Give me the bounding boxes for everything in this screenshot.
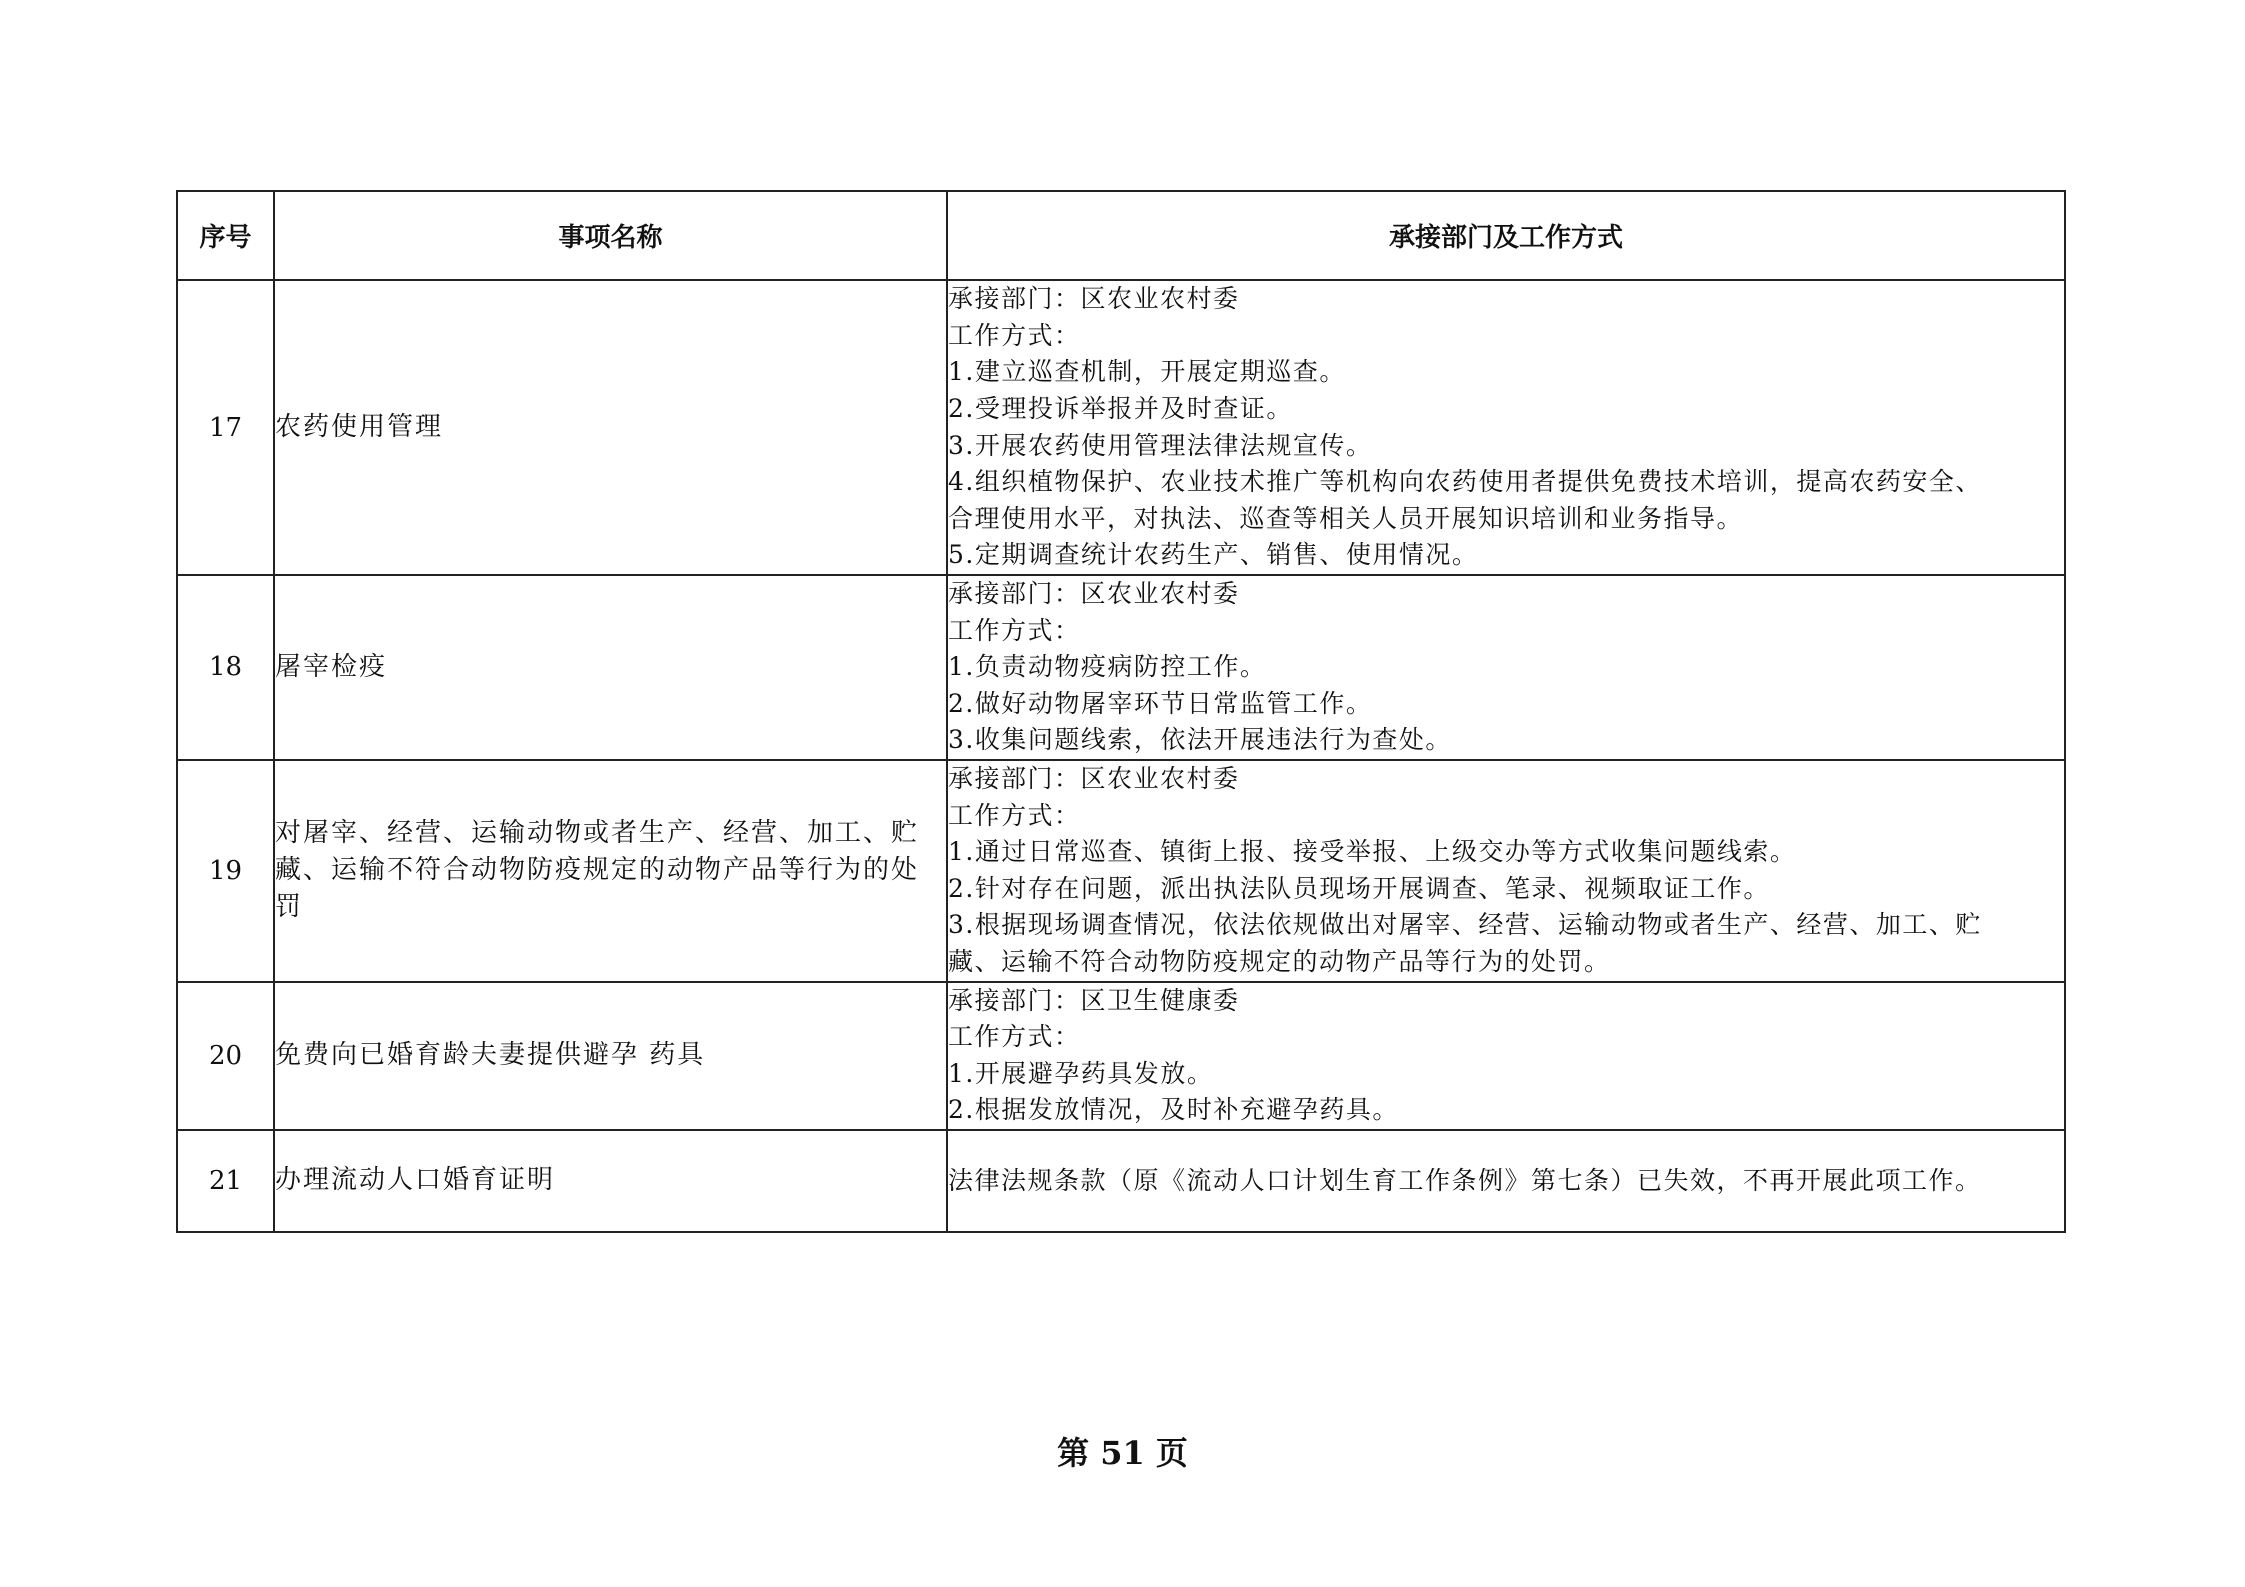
detail-line: 2.针对存在问题，派出执法队员现场开展调查、笔录、视频取证工作。 xyxy=(948,873,1770,903)
detail-line: 5.定期调查统计农药生产、销售、使用情况。 xyxy=(948,540,1479,570)
detail-line: 法律法规条款（原《流动人口计划生育工作条例》第七条）已失效，不再开展此项工作。 xyxy=(948,1165,1982,1195)
table-header-row xyxy=(177,191,2065,280)
row-detail xyxy=(947,575,2065,760)
detail-line: 2.做好动物屠宰环节日常监管工作。 xyxy=(948,688,1373,718)
row-detail xyxy=(947,1130,2065,1232)
items-table xyxy=(176,190,2066,1233)
detail-line: 承接部门：区农业农村委 xyxy=(948,579,1240,608)
detail-line: 藏、运输不符合动物防疫规定的动物产品等行为的处罚。 xyxy=(948,946,1611,976)
header-detail: 承接部门及工作方式 xyxy=(947,191,2065,280)
detail-line: 合理使用水平，对执法、巡查等相关人员开展知识培训和业务指导。 xyxy=(948,503,1744,533)
detail-line: 3.根据现场调查情况，依法依规做出对屠宰、经营、运输动物或者生产、经营、加工、贮 xyxy=(948,910,1982,940)
detail-line: 工作方式： xyxy=(948,800,1081,830)
row-detail xyxy=(947,280,2065,575)
detail-line: 1.建立巡查机制，开展定期巡查。 xyxy=(948,357,1346,387)
table-row xyxy=(177,982,2065,1130)
table-row xyxy=(177,280,2065,575)
row-seq: 18 xyxy=(177,575,274,760)
table-row xyxy=(177,1130,2065,1232)
document-sheet xyxy=(176,190,2064,1233)
detail-line: 2.根据发放情况，及时补充避孕药具。 xyxy=(948,1095,1399,1125)
row-item-name: 免费向已婚育龄夫妻提供避孕 药具 xyxy=(274,982,947,1130)
detail-line: 1.开展避孕药具发放。 xyxy=(948,1058,1214,1088)
row-seq: 21 xyxy=(177,1130,274,1232)
detail-line: 承接部门：区卫生健康委 xyxy=(948,985,1240,1015)
detail-line: 1.通过日常巡查、镇街上报、接受举报、上级交办等方式收集问题线索。 xyxy=(948,837,1797,867)
row-detail xyxy=(947,760,2065,982)
header-name: 事项名称 xyxy=(274,191,947,280)
table-row xyxy=(177,760,2065,982)
row-item-name: 对屠宰、经营、运输动物或者生产、经营、加工、贮藏、运输不符合动物防疫规定的动物产品等行为的处罚 xyxy=(274,760,947,982)
detail-line: 承接部门：区农业农村委 xyxy=(948,284,1240,314)
detail-line: 3.收集问题线索，依法开展违法行为查处。 xyxy=(948,725,1452,755)
detail-line: 3.开展农药使用管理法律法规宣传。 xyxy=(948,430,1373,460)
detail-line: 工作方式： xyxy=(948,615,1081,645)
row-seq: 17 xyxy=(177,280,274,575)
page-number: 第 51 页 xyxy=(1057,1434,1188,1472)
row-detail xyxy=(947,982,2065,1130)
detail-line: 2.受理投诉举报并及时查证。 xyxy=(948,393,1293,423)
detail-line: 承接部门：区农业农村委 xyxy=(948,763,1240,793)
row-item-name: 办理流动人口婚育证明 xyxy=(274,1130,947,1232)
row-item-name: 农药使用管理 xyxy=(274,280,947,575)
detail-line: 工作方式： xyxy=(948,320,1081,350)
table-row xyxy=(177,575,2065,760)
row-item-name: 屠宰检疫 xyxy=(274,575,947,760)
row-seq: 20 xyxy=(177,982,274,1130)
detail-line: 1.负责动物疫病防控工作。 xyxy=(948,652,1267,682)
row-seq: 19 xyxy=(177,760,274,982)
detail-line: 4.组织植物保护、农业技术推广等机构向农药使用者提供免费技术培训，提高农药安全、 xyxy=(948,467,1982,497)
detail-line: 工作方式： xyxy=(948,1022,1081,1052)
header-seq: 序号 xyxy=(177,191,274,280)
